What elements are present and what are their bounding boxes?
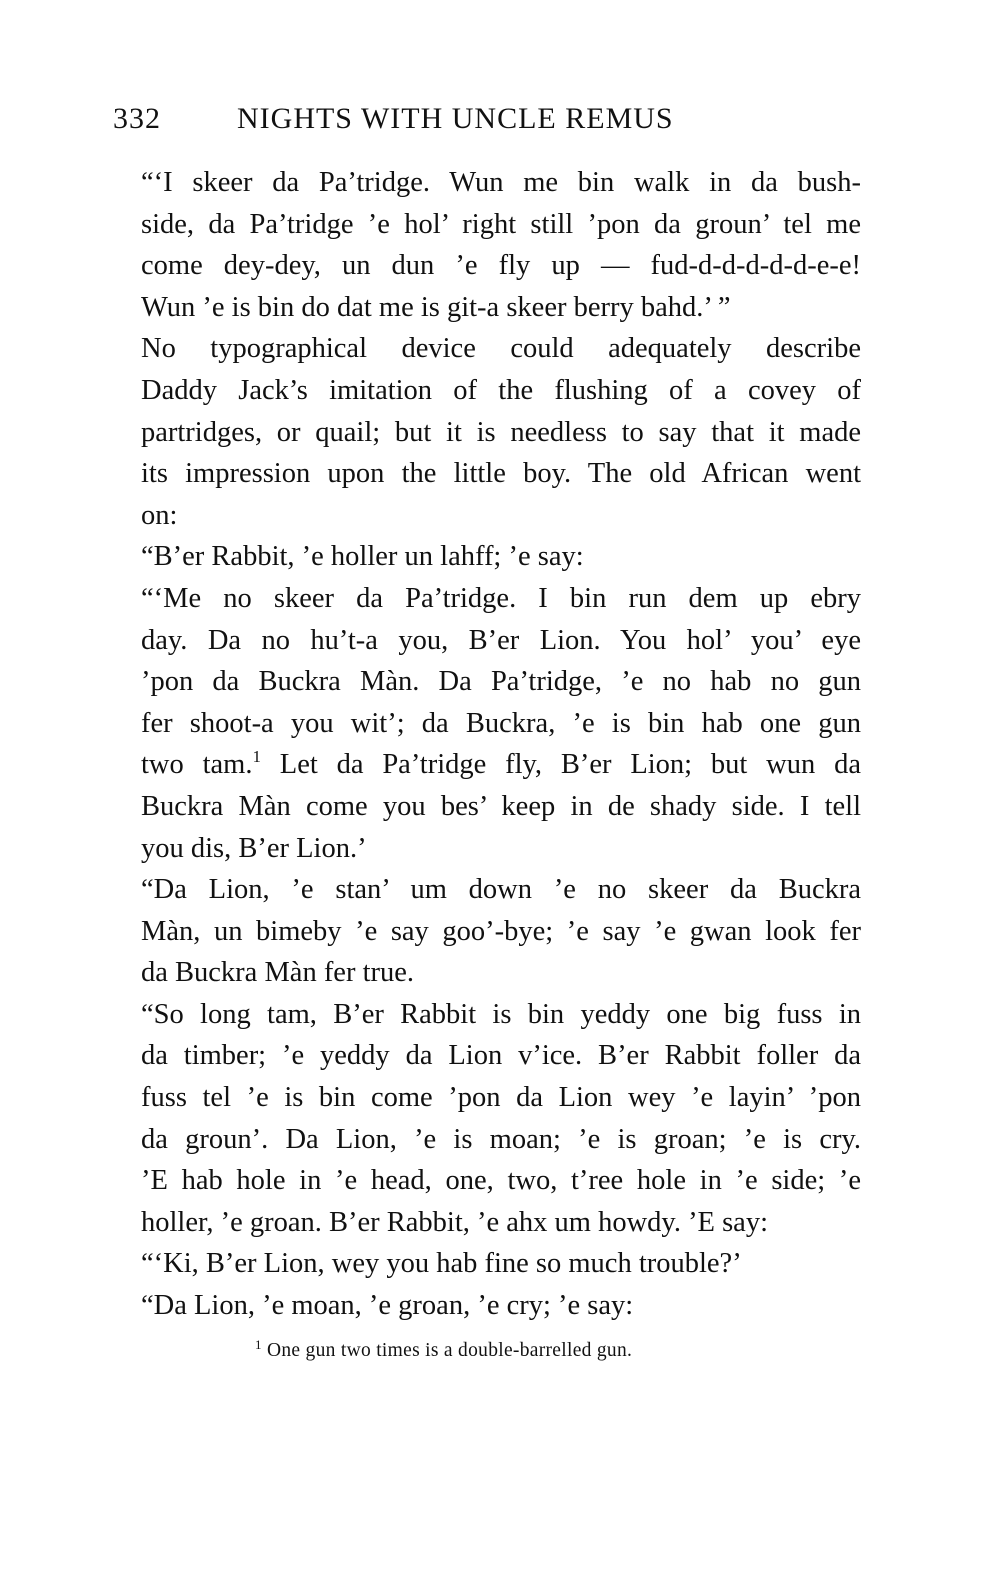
paragraph-3 (113, 536, 861, 578)
text-line: come dey-dey, un dun ’e fly up — fud-d-d-d-d-d-e-e! (141, 250, 861, 282)
text-line: ’pon da Buckra Màn. Da Pa’tridge, ’e no hab no gun (141, 666, 861, 698)
text-line: you dis, B’er Lion.’ (141, 832, 367, 864)
text-line: da Buckra Màn fer true. (141, 957, 415, 989)
text-line: on: (141, 499, 178, 531)
text-line: ’E hab hole in ’e head, one, two, t’ree hole in ’e side; ’e (141, 1165, 861, 1197)
body-text (113, 162, 861, 1327)
text-line: “So long tam, B’er Rabbit is bin yeddy one big fuss in (141, 998, 861, 1030)
paragraph-4 (113, 578, 861, 869)
text-line: “‘Ki, B’er Lion, wey you hab fine so much trouble?’ (141, 1248, 742, 1280)
text-line: fer shoot-a you wit’; da Buckra, ’e is bin hab one gun (141, 707, 861, 739)
paragraph-2 (113, 328, 861, 536)
text-line: “‘I skeer da Pa’tridge. Wun me bin walk in da bush- (141, 167, 861, 198)
running-title: NIGHTS WITH UNCLE REMUS (237, 102, 674, 135)
page-header (113, 102, 861, 142)
page-number: 332 (113, 102, 161, 135)
paragraph-1 (113, 162, 861, 328)
text-line: Màn, un bimeby ’e say goo’-bye; ’e say ’e gwan look fer (141, 915, 861, 947)
text-line: fuss tel ’e is bin come ’pon da Lion wey ’e layin’ ’pon (141, 1082, 861, 1114)
text-line: Buckra Màn come you bes’ keep in de shady side. I tell (141, 790, 861, 822)
text-line: “Da Lion, ’e stan’ um down ’e no skeer da Buckra (141, 874, 861, 906)
footnote-number: 1 (255, 1337, 262, 1352)
text-line-with-footnote (113, 744, 861, 786)
paragraph-7 (113, 1243, 861, 1285)
text-line: da groun’. Da Lion, ’e is moan; ’e is groan; ’e is cry. (141, 1123, 861, 1155)
text-line: Wun ’e is bin do dat me is git-a skeer berry bahd.’ ” (141, 291, 731, 323)
text-fragment: Let da Pa’tridge fly, B’er Lion; but wun da (279, 749, 861, 781)
text-line: “B’er Rabbit, ’e holler un lahff; ’e say: (141, 541, 584, 573)
text-line: day. Da no hu’t-a you, B’er Lion. You hol’ you’ eye (141, 624, 861, 656)
text-line: side, da Pa’tridge ’e hol’ right still ’pon da groun’ tel me (141, 208, 861, 240)
footnote (255, 1337, 633, 1362)
text-line: “‘Me no skeer da Pa’tridge. I bin run dem up ebry (141, 582, 861, 614)
text-line: partridges, or quail; but it is needless to say that it made (141, 416, 861, 448)
text-line: holler, ’e groan. B’er Rabbit, ’e ahx um howdy. ’E say: (141, 1206, 768, 1238)
text-fragment: two tam. (141, 749, 253, 781)
paragraph-8 (113, 1285, 861, 1327)
text-line: “Da Lion, ’e moan, ’e groan, ’e cry; ’e say: (141, 1290, 634, 1322)
text-line: Daddy Jack’s imitation of the flushing of a covey of (141, 374, 861, 406)
paragraph-6 (113, 994, 861, 1244)
text-line: its impression upon the little boy. The old African went (141, 458, 861, 490)
text-line: No typographical device could adequately describe (141, 333, 861, 365)
footnote-text: One gun two times is a double-barrelled gun. (267, 1340, 633, 1361)
text-line: da timber; ’e yeddy da Lion v’ice. B’er Rabbit foller da (141, 1040, 861, 1072)
footnote-marker: 1 (252, 747, 261, 767)
paragraph-5 (113, 869, 861, 994)
